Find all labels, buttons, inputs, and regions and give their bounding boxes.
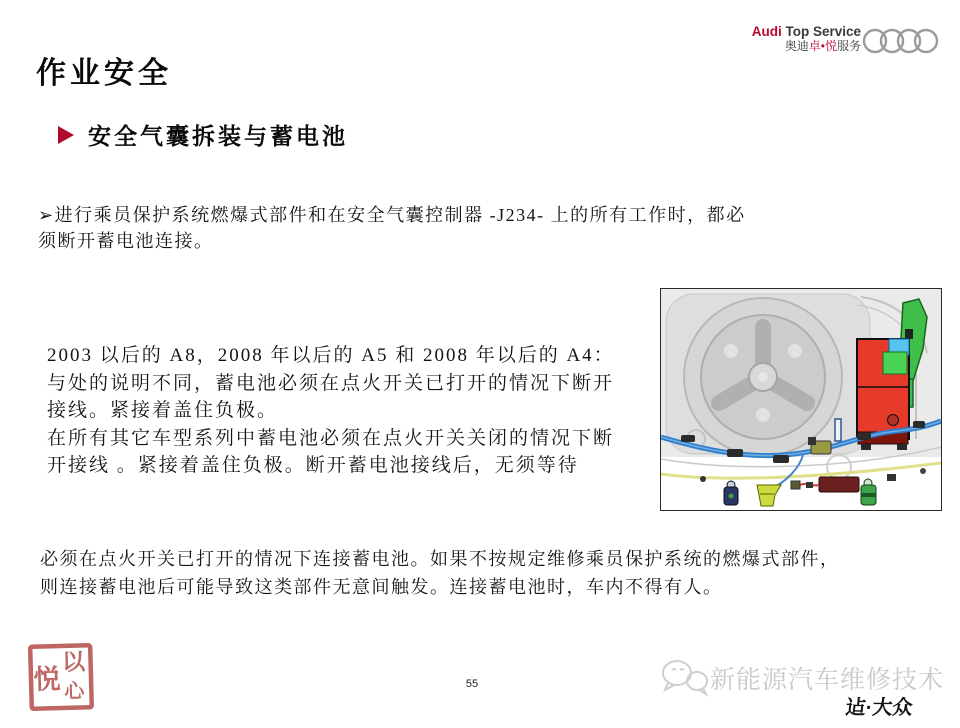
brand-cn-suffix: 服务 <box>836 39 861 53</box>
paragraph-model-instructions <box>47 342 615 480</box>
watermark-logo-text: 迠·大众 <box>844 697 914 719</box>
paragraph-line: 则连接蓄电池后可能导致这类部件无意间触发。连接蓄电池时，车内不得有人。 <box>40 577 723 597</box>
battery-diagram-image <box>660 288 942 511</box>
seal-char: 悦 <box>33 664 61 695</box>
paragraph-line: ➢进行乘员保护系统燃爆式部件和在安全气囊控制器 -J234- 上的所有工作时，都必 <box>38 205 746 225</box>
page-number: 55 <box>465 678 479 690</box>
section-heading <box>58 118 348 151</box>
seal-char: 心 <box>64 680 85 703</box>
brand-cn-red: 卓•悦 <box>808 39 837 53</box>
paragraph-line: 接线。紧接着盖住负极。 <box>47 400 279 421</box>
paragraph-line: 与处的说明不同，蓄电池必须在点火开关已打开的情况下断开 <box>47 372 615 394</box>
seal-char: 以 <box>61 649 86 675</box>
seal-stamp <box>27 642 97 714</box>
paragraph-line: 2003 以后的 A8，2008 年以后的 A5 和 2008 年以后的 A4： <box>47 345 615 366</box>
paragraph-line: 在所有其它车型系列中蓄电池必须在点火开关关闭的情况下断 <box>47 427 615 449</box>
triangle-bullet-icon <box>58 126 74 144</box>
paragraph-line: 必须在点火开关已打开的情况下连接蓄电池。如果不按规定维修乘员保护系统的燃爆式部件， <box>40 549 840 569</box>
brand-top-service: Top Service <box>781 24 861 39</box>
brand-line-1 <box>735 24 861 39</box>
wechat-icon <box>660 658 710 698</box>
brand-line-2 <box>735 39 861 54</box>
paragraph-airbag-warning <box>38 202 746 254</box>
brand-cn-prefix: 奥迪 <box>784 39 809 53</box>
section-heading-text: 安全气囊拆装与蓄电池 <box>88 123 348 149</box>
brand-block <box>735 24 861 54</box>
paragraph-reconnect-warning <box>40 545 840 601</box>
paragraph-line: 须断开蓄电池连接。 <box>38 231 214 251</box>
audi-rings-icon <box>862 27 940 56</box>
page-title: 作业安全 <box>36 57 172 90</box>
brand-audi: Audi <box>751 24 782 39</box>
watermark-text: 新能源汽车维修技术 <box>710 666 945 694</box>
paragraph-line: 开接线 。紧接着盖住负极。断开蓄电池接线后，无须等待 <box>47 455 579 476</box>
